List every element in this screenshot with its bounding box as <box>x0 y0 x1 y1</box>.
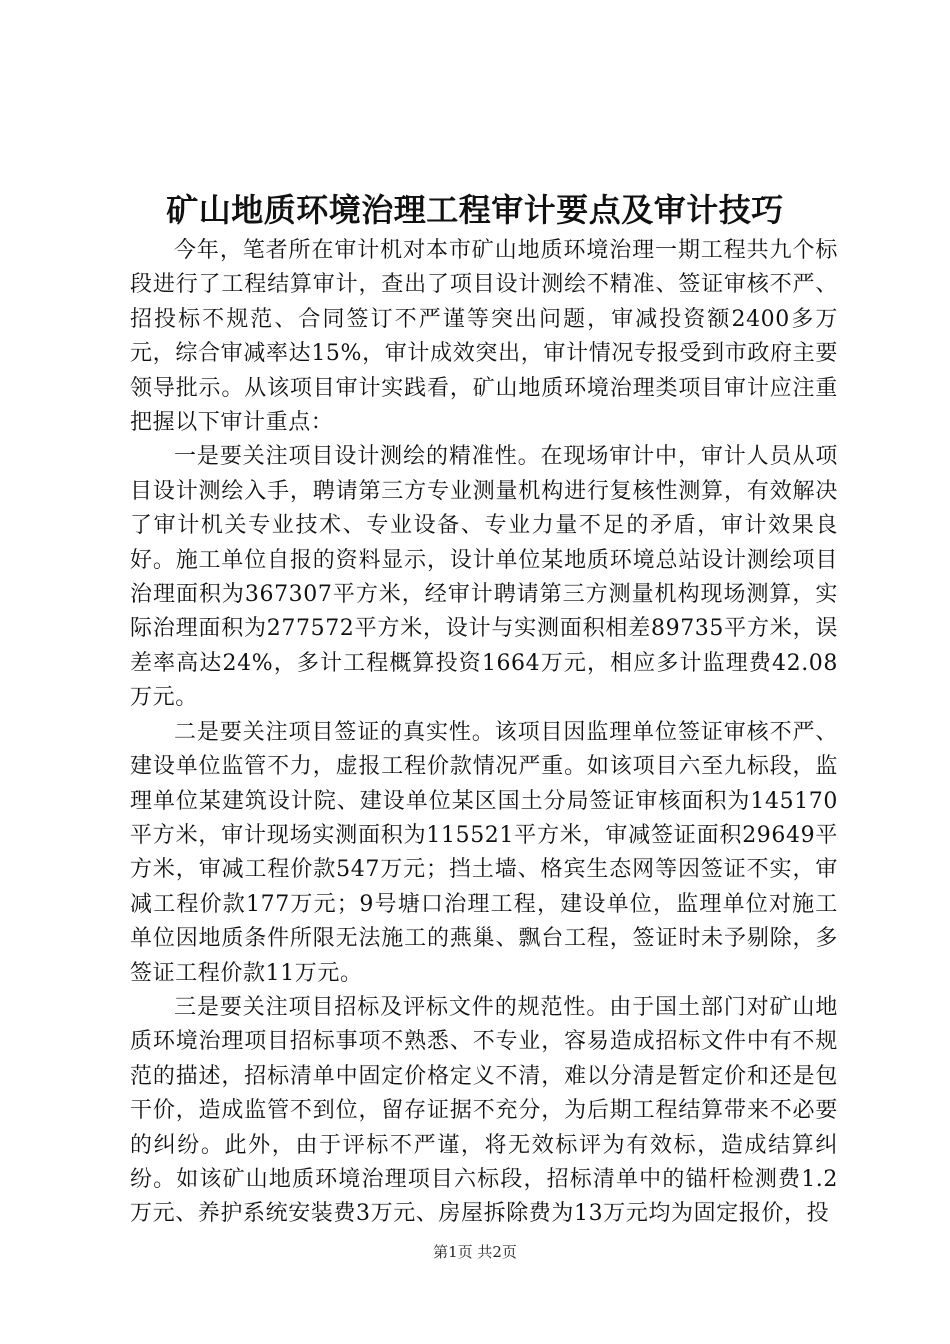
page-number-footer: 第1页 共2页 <box>433 1243 517 1261</box>
paragraph-intro: 今年，笔者所在审计机对本市矿山地质环境治理一期工程共九个标段进行了工程结算审计，查出了项目设计测绘不精准、签证审核不严、招投标不规范、合同签订不严谨等突出问题，审减投资额2400多万元，综合审减率达15%，审计成效突出，审计情况专报受到市政府主要领导批示。从该项目审计实践看，矿山地质环境治理类项目审计应注重把握以下审计重点： <box>130 238 838 436</box>
paragraph-point-two: 二是要关注项目签证的真实性。该项目因监理单位签证审核不严、建设单位监管不力，虚报工程价款情况严重。如该项目六至九标段，监理单位某建筑设计院、建设单位某区国土分局签证审核面积为145170平方米，审计现场实测面积为115521平方米，审减签证面积29649平方米，审减工程价款547万元；挡土墙、格宾生态网等因签证不实，审减工程价款177万元；9号塘口治理工程，建设单位，监理单位对施工单位因地质条件所限无法施工的燕巢、飘台工程，签证时未予剔除，多签证工程价款11万元。 <box>130 719 838 986</box>
document-title: 矿山地质环境治理工程审计要点及审计技巧 <box>166 191 784 229</box>
document-body <box>130 234 838 1232</box>
paragraph-point-one: 一是要关注项目设计测绘的精准性。在现场审计中，审计人员从项目设计测绘入手，聘请第三方专业测量机构进行复核性测算，有效解决了审计机关专业技术、专业设备、专业力量不足的矛盾，审计效果良好。施工单位自报的资料显示，设计单位某地质环境总站设计测绘项目治理面积为367307平方米，经审计聘请第三方测量机构现场测算，实际治理面积为277572平方米，设计与实测面积相差89735平方米，误差率高达24%，多计工程概算投资1664万元，相应多计监理费42.08万元。 <box>130 444 838 711</box>
paragraph-point-three: 三是要关注项目招标及评标文件的规范性。由于国土部门对矿山地质环境治理项目招标事项不熟悉、不专业，容易造成招标文件中有不规范的描述，招标清单中固定价格定义不清，难以分清是暂定价和还是包干价，造成监管不到位，留存证据不充分，为后期工程结算带来不必要的纠纷。此外，由于评标不严谨，将无效标评为有效标，造成结算纠纷。如该矿山地质环境治理项目六标段，招标清单中的锚杆检测费1.2万元、养护系统安装费3万元、房屋拆除费为13万元均为固定报价，投 <box>130 994 838 1227</box>
